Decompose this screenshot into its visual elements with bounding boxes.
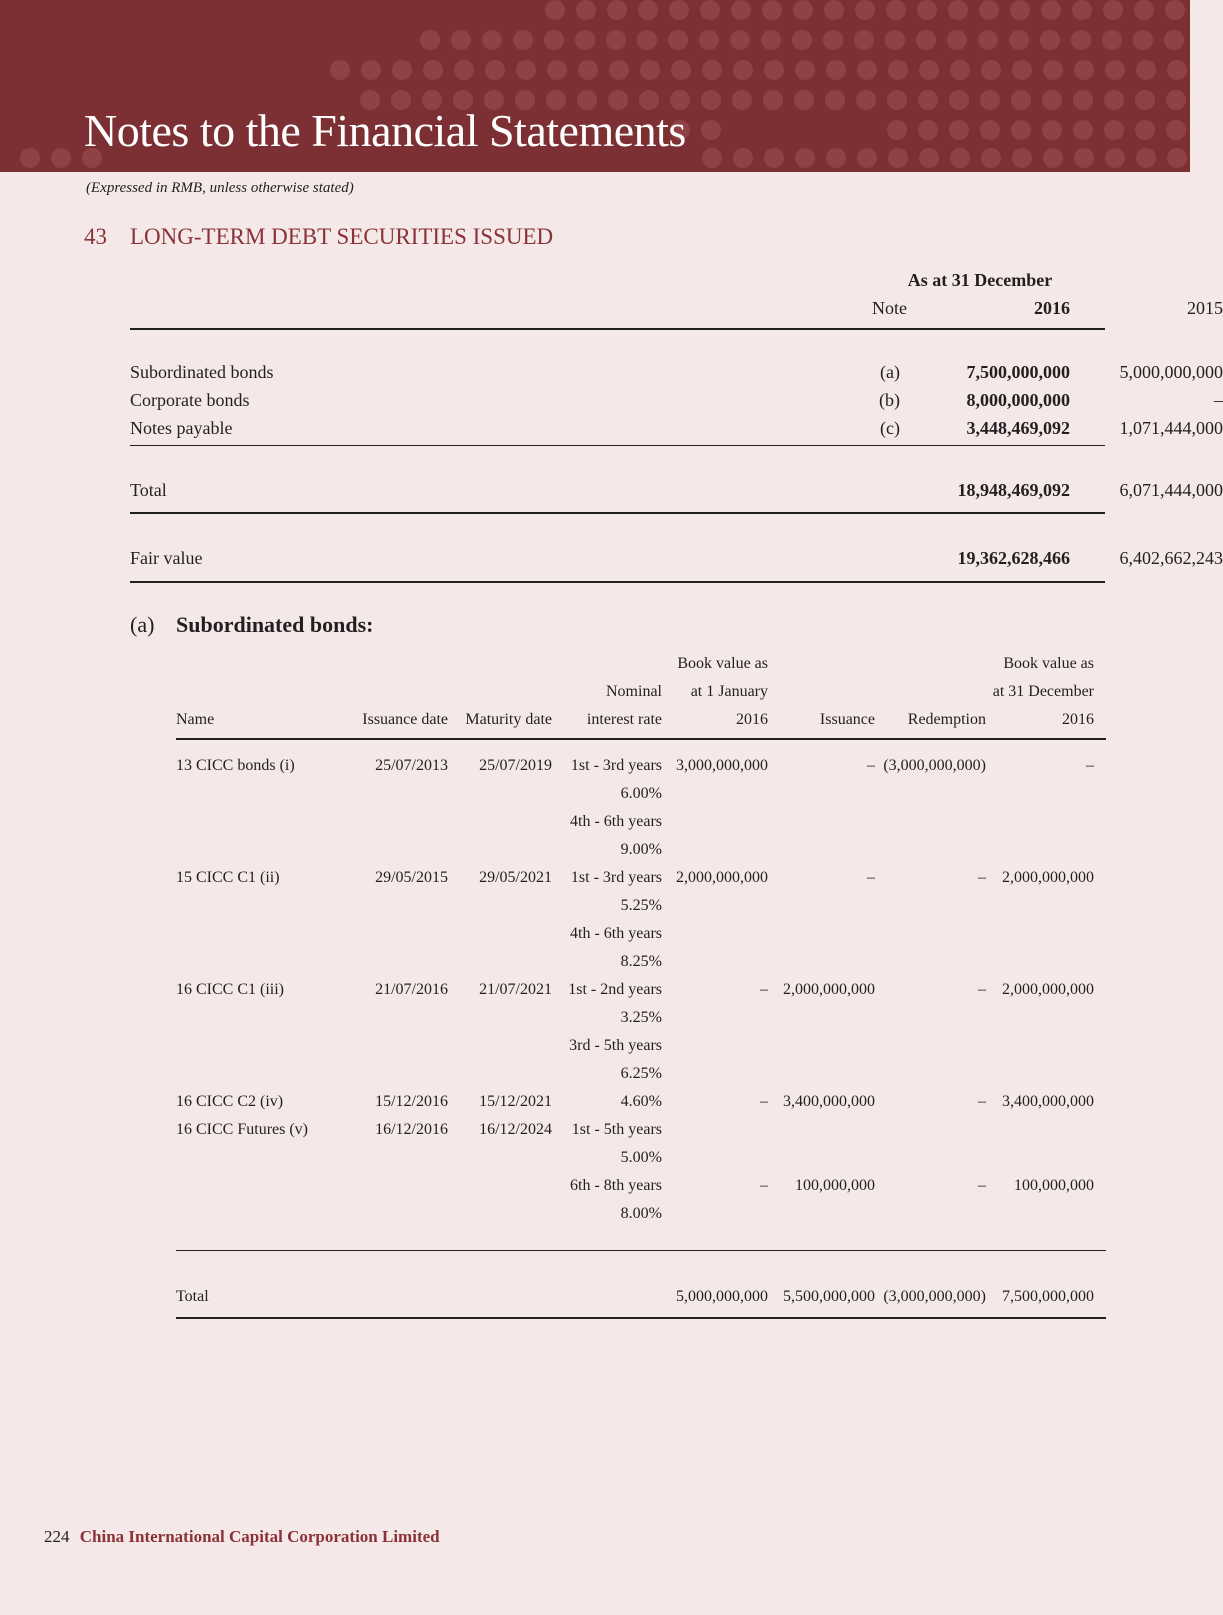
banner-dot xyxy=(1166,120,1186,140)
issuance-date: 21/07/2016 xyxy=(375,981,448,998)
banner-dot xyxy=(981,60,1001,80)
subtotal-rule xyxy=(130,445,1105,446)
row-value-2016: 7,500,000,000 xyxy=(966,362,1070,382)
maturity-date: 16/12/2024 xyxy=(479,1121,552,1138)
banner-dot xyxy=(1012,60,1032,80)
interest-rate: 8.00% xyxy=(620,1205,662,1222)
banner-dot xyxy=(887,90,907,110)
banner-dot xyxy=(981,148,1001,168)
subtotal-rule xyxy=(176,1250,1106,1251)
banner-dot xyxy=(1134,0,1154,20)
subsection-heading xyxy=(130,612,373,638)
row-value-2015: – xyxy=(1214,390,1223,410)
banner-dot xyxy=(857,148,877,168)
banner-dot xyxy=(919,60,939,80)
redemption-amount: – xyxy=(978,1177,986,1194)
banner-dot xyxy=(1105,148,1125,168)
summary-row xyxy=(130,362,1223,390)
banner-dot xyxy=(856,90,876,110)
bv2-header-line1: Book value as xyxy=(1003,655,1094,672)
bond-name: 16 CICC C2 (iv) xyxy=(176,1093,284,1110)
book-value-opening: – xyxy=(760,1177,768,1194)
banner-dot xyxy=(1073,120,1093,140)
banner-dot xyxy=(1104,120,1124,140)
banner-dot xyxy=(888,60,908,80)
issuance-amount: – xyxy=(867,757,875,774)
banner-dot xyxy=(1105,60,1125,80)
banner-dot xyxy=(1011,90,1031,110)
issuance-amount: – xyxy=(867,869,875,886)
interest-rate: 3.25% xyxy=(620,1009,662,1026)
col-2015-header: 2015 xyxy=(1187,298,1223,318)
banner-dot xyxy=(609,60,629,80)
banner-dot xyxy=(392,60,412,80)
interest-rate: 5.25% xyxy=(620,897,662,914)
header-rule xyxy=(130,328,1105,330)
banner-dot xyxy=(949,120,969,140)
banner-dot xyxy=(702,60,722,80)
summary-total-row xyxy=(130,480,1223,508)
banner-dot xyxy=(454,60,474,80)
banner-dot xyxy=(1103,0,1123,20)
bv1-header-line1: Book value as xyxy=(677,655,768,672)
banner-dot xyxy=(1136,148,1156,168)
banner-dot xyxy=(423,60,443,80)
row-note: (c) xyxy=(880,418,900,438)
banner-dot xyxy=(1043,148,1063,168)
total-bv2: 7,500,000,000 xyxy=(1002,1288,1094,1305)
book-value-opening: 3,000,000,000 xyxy=(676,757,768,774)
banner-dot xyxy=(1072,0,1092,20)
redemption-header: Redemption xyxy=(907,711,986,728)
banner-dot xyxy=(854,30,874,50)
subsection-label: (a) xyxy=(130,612,155,637)
total-rule xyxy=(176,1317,1106,1319)
total-2016: 18,948,469,092 xyxy=(957,480,1070,500)
banner-dot xyxy=(513,30,533,50)
banner-dot xyxy=(638,0,658,20)
banner-dot xyxy=(950,60,970,80)
banner-dot xyxy=(668,30,688,50)
total-label: Total xyxy=(130,480,167,500)
banner-dot xyxy=(1167,60,1187,80)
page-footer xyxy=(44,1527,440,1547)
row-value-2015: 5,000,000,000 xyxy=(1119,362,1223,382)
col-2016-header: 2016 xyxy=(1034,298,1070,318)
issuance-date-header: Issuance date xyxy=(362,711,448,728)
issuance-date: 25/07/2013 xyxy=(375,757,448,774)
banner-dot xyxy=(731,0,751,20)
banner-dot xyxy=(825,90,845,110)
banner-dot xyxy=(794,90,814,110)
banner-dot xyxy=(1133,30,1153,50)
issuance-amount: 100,000,000 xyxy=(795,1177,875,1194)
banner-dot xyxy=(763,90,783,110)
bv1-header-line3: 2016 xyxy=(736,711,768,728)
book-value-opening: – xyxy=(760,1093,768,1110)
bond-name: 13 CICC bonds (i) xyxy=(176,757,295,774)
issuance-amount: 3,400,000,000 xyxy=(783,1093,875,1110)
interest-rate: 8.25% xyxy=(620,953,662,970)
banner-dot xyxy=(792,30,812,50)
banner-dot xyxy=(1104,90,1124,110)
banner-dot xyxy=(51,148,71,168)
banner-dot xyxy=(917,0,937,20)
rate-header-line1: Nominal xyxy=(606,683,662,700)
redemption-amount: – xyxy=(978,869,986,886)
banner-dot xyxy=(761,30,781,50)
banner-dot xyxy=(1164,30,1184,50)
banner-dot xyxy=(451,30,471,50)
issuance-header: Issuance xyxy=(819,711,875,728)
section-number: 43 xyxy=(84,224,107,249)
banner-dot xyxy=(887,120,907,140)
interest-rate: 6th - 8th years xyxy=(570,1177,662,1194)
banner-dot xyxy=(795,148,815,168)
fair-value-rule xyxy=(130,581,1105,583)
redemption-amount: – xyxy=(978,1093,986,1110)
banner-dot xyxy=(918,120,938,140)
bond-name: 16 CICC C1 (iii) xyxy=(176,981,285,998)
banner-dot xyxy=(886,0,906,20)
banner-dot xyxy=(701,90,721,110)
banner-dot xyxy=(1165,0,1185,20)
interest-rate: 6.25% xyxy=(620,1065,662,1082)
banner-dot xyxy=(949,90,969,110)
row-label: Subordinated bonds xyxy=(130,362,274,382)
issuance-date: 16/12/2016 xyxy=(375,1121,448,1138)
banner-dot xyxy=(669,0,689,20)
page-title: Notes to the Financial Statements xyxy=(84,105,686,156)
summary-row xyxy=(130,418,1223,446)
banner-dot xyxy=(1136,60,1156,80)
fair-value-2016: 19,362,628,466 xyxy=(957,548,1070,568)
total-2015: 6,071,444,000 xyxy=(1119,480,1223,500)
banner-dot xyxy=(545,0,565,20)
banner-dot xyxy=(1071,30,1091,50)
total-redemption: (3,000,000,000) xyxy=(883,1288,986,1305)
banner-dot xyxy=(576,0,596,20)
banner-dot xyxy=(979,0,999,20)
banner-dot xyxy=(826,148,846,168)
banner-dot xyxy=(764,148,784,168)
banner-dot xyxy=(1011,120,1031,140)
row-label: Notes payable xyxy=(130,418,233,438)
banner-dot xyxy=(1009,30,1029,50)
book-value-closing: 3,400,000,000 xyxy=(1002,1093,1094,1110)
book-value-closing: – xyxy=(1086,757,1094,774)
fair-value-2015: 6,402,662,243 xyxy=(1119,548,1223,568)
total-rule xyxy=(130,512,1105,514)
page-number: 224 xyxy=(44,1527,70,1546)
banner-dot xyxy=(795,60,815,80)
banner-dot xyxy=(1074,60,1094,80)
maturity-date: 21/07/2021 xyxy=(479,981,552,998)
banner-dot xyxy=(1135,120,1155,140)
total-bv1: 5,000,000,000 xyxy=(676,1288,768,1305)
banner-dot xyxy=(330,60,350,80)
row-note: (b) xyxy=(879,390,900,410)
interest-rate: 1st - 5th years xyxy=(571,1121,662,1138)
row-value-2016: 3,448,469,092 xyxy=(966,418,1070,438)
section-heading xyxy=(84,224,553,250)
banner-dot xyxy=(762,0,782,20)
banner-dot xyxy=(420,30,440,50)
banner-dot xyxy=(1043,60,1063,80)
bv2-header-line2: at 31 December xyxy=(992,683,1094,700)
group-header: As at 31 December xyxy=(907,270,1053,290)
banner-dot xyxy=(1073,90,1093,110)
banner-dot xyxy=(1040,30,1060,50)
banner-dot xyxy=(885,30,905,50)
banner-dot xyxy=(671,60,691,80)
bv1-header-line2: at 1 January xyxy=(690,683,768,700)
banner-dot xyxy=(20,148,40,168)
banner-dot xyxy=(702,148,722,168)
header-banner xyxy=(0,0,1190,172)
book-value-closing: 2,000,000,000 xyxy=(1002,869,1094,886)
bv2-header-line3: 2016 xyxy=(1062,711,1094,728)
banner-dot xyxy=(855,0,875,20)
book-value-closing: 100,000,000 xyxy=(1014,1177,1094,1194)
summary-header-row xyxy=(130,298,1223,326)
interest-rate: 1st - 3rd years xyxy=(570,869,662,886)
issuance-date: 29/05/2015 xyxy=(375,869,448,886)
banner-dot xyxy=(606,30,626,50)
banner-dot xyxy=(733,148,753,168)
banner-dot xyxy=(578,60,598,80)
interest-rate: 1st - 2nd years xyxy=(568,981,662,998)
banner-dot xyxy=(607,0,627,20)
banner-dot xyxy=(1135,90,1155,110)
banner-dot xyxy=(575,30,595,50)
col-note-header: Note xyxy=(872,298,907,318)
banner-dot xyxy=(733,60,753,80)
rate-header-line2: interest rate xyxy=(586,711,662,728)
row-label: Corporate bonds xyxy=(130,390,250,410)
maturity-date: 29/05/2021 xyxy=(479,869,552,886)
row-value-2016: 8,000,000,000 xyxy=(966,390,1070,410)
banner-dot xyxy=(1041,0,1061,20)
interest-rate: 9.00% xyxy=(620,841,662,858)
banner-dot xyxy=(980,120,1000,140)
company-name: China International Capital Corporation Limited xyxy=(79,1527,440,1546)
banner-dot xyxy=(482,30,502,50)
maturity-date-header: Maturity date xyxy=(465,711,552,728)
banner-dot xyxy=(485,60,505,80)
maturity-date: 25/07/2019 xyxy=(479,757,552,774)
banner-dot xyxy=(1102,30,1122,50)
banner-dot xyxy=(919,148,939,168)
banner-dot xyxy=(916,30,936,50)
issuance-date: 15/12/2016 xyxy=(375,1093,448,1110)
subsection-title: Subordinated bonds: xyxy=(176,612,374,637)
banner-dot xyxy=(730,30,750,50)
banner-dot xyxy=(1010,0,1030,20)
interest-rate: 6.00% xyxy=(620,785,662,802)
row-value-2015: 1,071,444,000 xyxy=(1119,418,1223,438)
banner-dot xyxy=(1074,148,1094,168)
banner-dot xyxy=(361,60,381,80)
book-value-opening: 2,000,000,000 xyxy=(676,869,768,886)
banner-dot xyxy=(950,148,970,168)
interest-rate: 4th - 6th years xyxy=(570,925,662,942)
banner-dot xyxy=(701,120,721,140)
banner-dot xyxy=(823,30,843,50)
bond-name: 15 CICC C1 (ii) xyxy=(176,869,280,886)
page-subtitle: (Expressed in RMB, unless otherwise stated) xyxy=(86,180,354,196)
interest-rate: 4th - 6th years xyxy=(570,813,662,830)
banner-dot xyxy=(918,90,938,110)
banner-dot xyxy=(1012,148,1032,168)
banner-dot xyxy=(1042,90,1062,110)
banner-dot xyxy=(637,30,657,50)
book-value-closing: 2,000,000,000 xyxy=(1002,981,1094,998)
banner-dot xyxy=(824,0,844,20)
header-rule xyxy=(176,738,1106,740)
banner-dot xyxy=(1167,148,1187,168)
total-label: Total xyxy=(176,1288,209,1305)
interest-rate: 5.00% xyxy=(620,1149,662,1166)
banner-dot xyxy=(793,0,813,20)
section-title: LONG-TERM DEBT SECURITIES ISSUED xyxy=(130,224,554,249)
maturity-date: 15/12/2021 xyxy=(479,1093,552,1110)
banner-dot xyxy=(547,60,567,80)
row-note: (a) xyxy=(880,362,900,382)
banner-dot xyxy=(732,90,752,110)
banner-dot xyxy=(888,148,908,168)
issuance-amount: 2,000,000,000 xyxy=(783,981,875,998)
interest-rate: 3rd - 5th years xyxy=(569,1037,662,1054)
banner-dot xyxy=(516,60,536,80)
banner-dot xyxy=(948,0,968,20)
banner-dot xyxy=(947,30,967,50)
summary-row xyxy=(130,390,1223,418)
banner-dot xyxy=(640,60,660,80)
banner-dot xyxy=(857,60,877,80)
summary-group-header-row xyxy=(130,270,1105,298)
banner-dot xyxy=(764,60,784,80)
banner-dot xyxy=(544,30,564,50)
name-header: Name xyxy=(176,711,215,728)
fair-value-label: Fair value xyxy=(130,548,203,568)
banner-dot xyxy=(699,30,719,50)
banner-dot xyxy=(826,60,846,80)
banner-dot xyxy=(980,90,1000,110)
interest-rate: 4.60% xyxy=(620,1093,662,1110)
redemption-amount: (3,000,000,000) xyxy=(883,757,986,774)
total-issuance: 5,500,000,000 xyxy=(783,1288,875,1305)
bond-name: 16 CICC Futures (v) xyxy=(176,1121,308,1138)
banner-dot xyxy=(1042,120,1062,140)
banner-dot xyxy=(1166,90,1186,110)
fair-value-row xyxy=(130,548,1223,576)
banner-dot xyxy=(978,30,998,50)
banner-dot xyxy=(700,0,720,20)
interest-rate: 1st - 3rd years xyxy=(570,757,662,774)
redemption-amount: – xyxy=(978,981,986,998)
book-value-opening: – xyxy=(760,981,768,998)
